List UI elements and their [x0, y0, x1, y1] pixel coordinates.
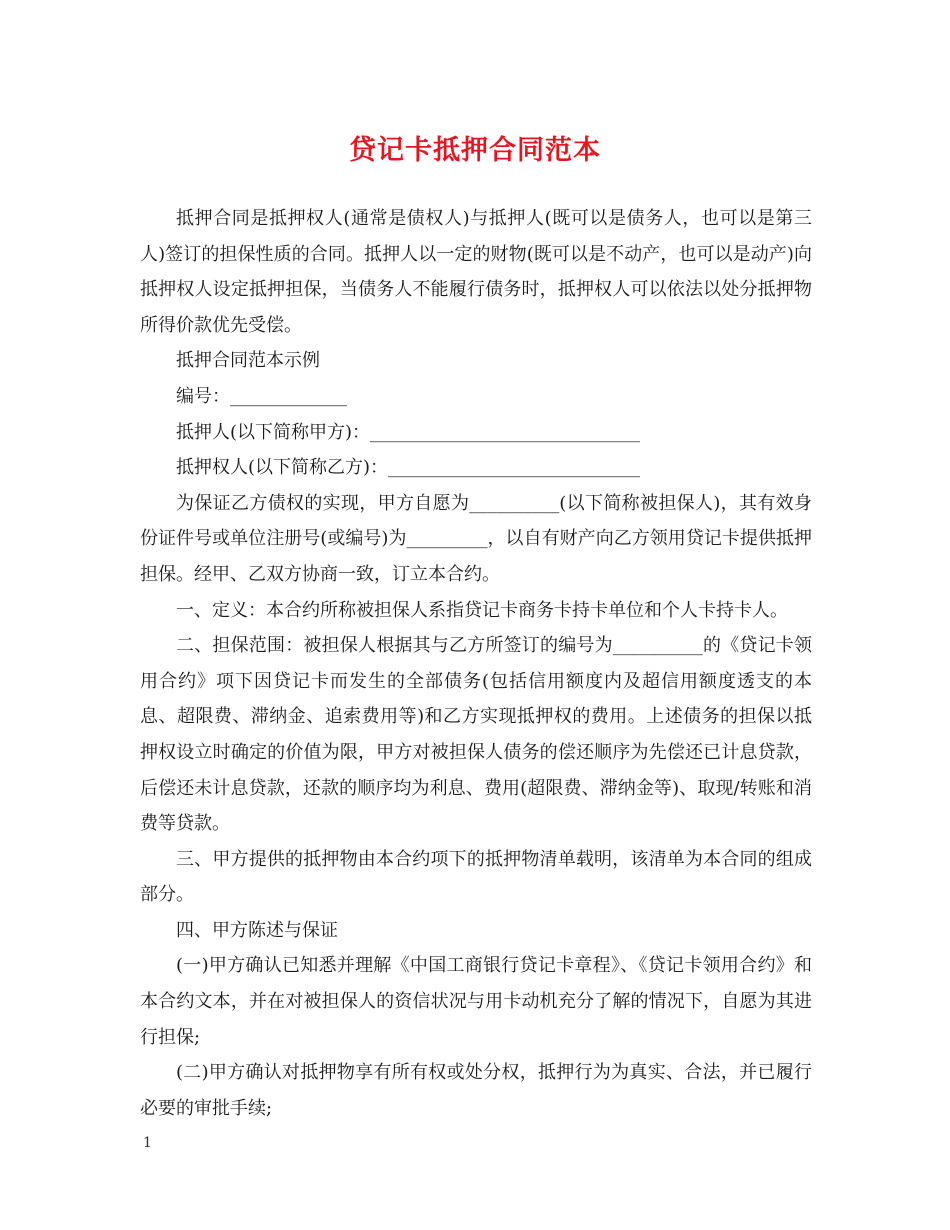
clause-representations-heading: 四、甲方陈述与保证 [176, 919, 338, 941]
clause-definition: 一、定义：本合约所称被担保人系指贷记卡商务卡持卡单位和个人卡持卡人。 [176, 599, 788, 621]
clause-scope: 二、担保范围：被担保人根据其与乙方所签订的编号为__________的《贷记卡领用合约》项下因贷记卡而发生的全部债务(包括信用额度内及超信用额度透支的本息、超限费、滞纳金、追索费用等)和乙方实现抵押权的费用。上述债务的担保以抵押权设立时确定的价值为限，甲方对被担保人债务的偿还顺序为先偿还已计息贷款，后偿还未计息贷款，还款的顺序均为利息、费用(超限费、滞纳金等)、取现/转账和消费等贷款。 [140, 635, 812, 835]
clause-collateral: 三、甲方提供的抵押物由本合约项下的抵押物清单载明，该清单为本合同的组成部分。 [140, 848, 812, 906]
mortgagee-line: 抵押权人(以下简称乙方)：____________________________ [176, 457, 641, 479]
example-heading: 抵押合同范本示例 [176, 350, 320, 372]
clause-representation-2: (二)甲方确认对抵押物享有所有权或处分权，抵押行为为真实、合法，并已履行必要的审批手续; [140, 1062, 812, 1119]
preamble-paragraph: 为保证乙方债权的实现，甲方自愿为__________(以下简称被担保人)，其有效身份证件号或单位注册号(或编号)为_________，以自有财产向乙方领用贷记卡提供抵押担保。经甲、乙双方协商一致，订立本合约。 [140, 492, 812, 585]
clause-representation-1: (一)甲方确认已知悉并理解《中国工商银行贷记卡章程》、《贷记卡领用合约》和本合约文本，并在对被担保人的资信状况与用卡动机充分了解的情况下，自愿为其进行担保; [140, 955, 812, 1048]
document-body [140, 201, 812, 1126]
page-number: 1 [143, 1135, 152, 1151]
contract-number-line: 编号：_____________ [176, 385, 347, 407]
intro-paragraph: 抵押合同是抵押权人(通常是债权人)与抵押人(既可以是债务人，也可以是第三人)签订的担保性质的合同。抵押人以一定的财物(既可以是不动产，也可以是动产)向抵押权人设定抵押担保，当债务人不能履行债务时，抵押权人可以依法以处分抵押物所得价款优先受偿。 [140, 208, 812, 336]
mortgagor-line: 抵押人(以下简称甲方)：______________________________ [176, 421, 641, 443]
document-title: 贷记卡抵押合同范本 [349, 135, 601, 166]
